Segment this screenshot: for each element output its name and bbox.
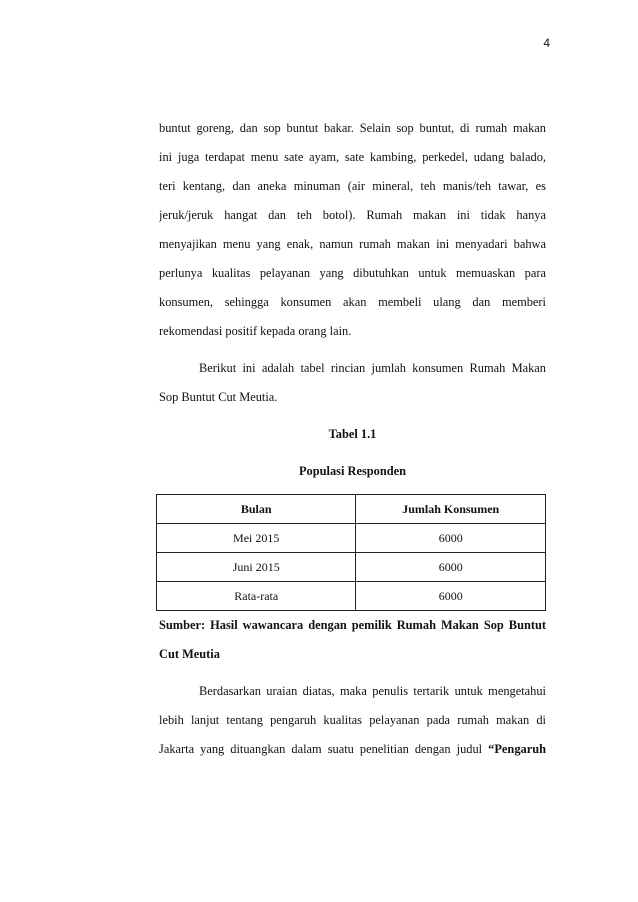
table-title: Populasi Responden xyxy=(298,464,407,478)
text-line: ini juga terdapat menu sate ayam, sate kambing, perkedel, udang balado, xyxy=(159,150,546,164)
table-header-row xyxy=(157,495,546,524)
source-line: Cut Meutia xyxy=(159,647,220,661)
table-row xyxy=(157,582,546,611)
text-line: menyajikan menu yang enak, namun rumah makan ini menyadari bahwa xyxy=(159,237,546,251)
header-month: Bulan xyxy=(157,495,356,524)
text-line: Berikut ini adalah tabel rincian jumlah konsumen Rumah Makan xyxy=(199,361,546,375)
cell-month: Rata-rata xyxy=(157,582,356,611)
paragraph-1 xyxy=(159,114,546,346)
text-line: konsumen, sehingga konsumen akan membeli ulang dan memberi xyxy=(159,295,546,309)
paragraph-3 xyxy=(159,677,546,764)
text-line xyxy=(159,735,546,764)
cell-count: 6000 xyxy=(356,553,546,582)
population-table xyxy=(156,494,546,611)
text-line: perlunya kualitas pelayanan yang dibutuhkan untuk memuaskan para xyxy=(159,266,546,280)
text-line: jeruk/jeruk hangat dan teh botol). Rumah makan ini tidak hanya xyxy=(159,208,546,222)
text-line: lebih lanjut tentang pengaruh kualitas pelayanan pada rumah makan di xyxy=(159,713,546,727)
text-line: rekomendasi positif kepada orang lain. xyxy=(159,324,352,338)
text-line: buntut goreng, dan sop buntut bakar. Selain sop buntut, di rumah makan xyxy=(159,121,546,135)
cell-month: Juni 2015 xyxy=(157,553,356,582)
document-body xyxy=(159,114,546,764)
paragraph-2 xyxy=(159,354,546,412)
cell-month: Mei 2015 xyxy=(157,524,356,553)
text-line-part: Jakarta yang dituangkan dalam suatu penelitian dengan judul xyxy=(159,742,489,756)
text-line: teri kentang, dan aneka minuman (air mineral, teh manis/teh tawar, es xyxy=(159,179,546,193)
header-consumer-count: Jumlah Konsumen xyxy=(356,495,546,524)
table-source xyxy=(159,611,546,669)
cell-count: 6000 xyxy=(356,524,546,553)
table-row xyxy=(157,524,546,553)
page-number: 4 xyxy=(543,36,550,50)
text-line: Sop Buntut Cut Meutia. xyxy=(159,390,278,404)
table-row xyxy=(157,553,546,582)
table-number: Tabel 1.1 xyxy=(328,427,377,441)
thesis-title-start: “Pengaruh xyxy=(488,742,546,756)
cell-count: 6000 xyxy=(356,582,546,611)
source-line: Sumber: Hasil wawancara dengan pemilik Rumah Makan Sop Buntut xyxy=(159,618,546,632)
text-line: Berdasarkan uraian diatas, maka penulis tertarik untuk mengetahui xyxy=(199,684,546,698)
